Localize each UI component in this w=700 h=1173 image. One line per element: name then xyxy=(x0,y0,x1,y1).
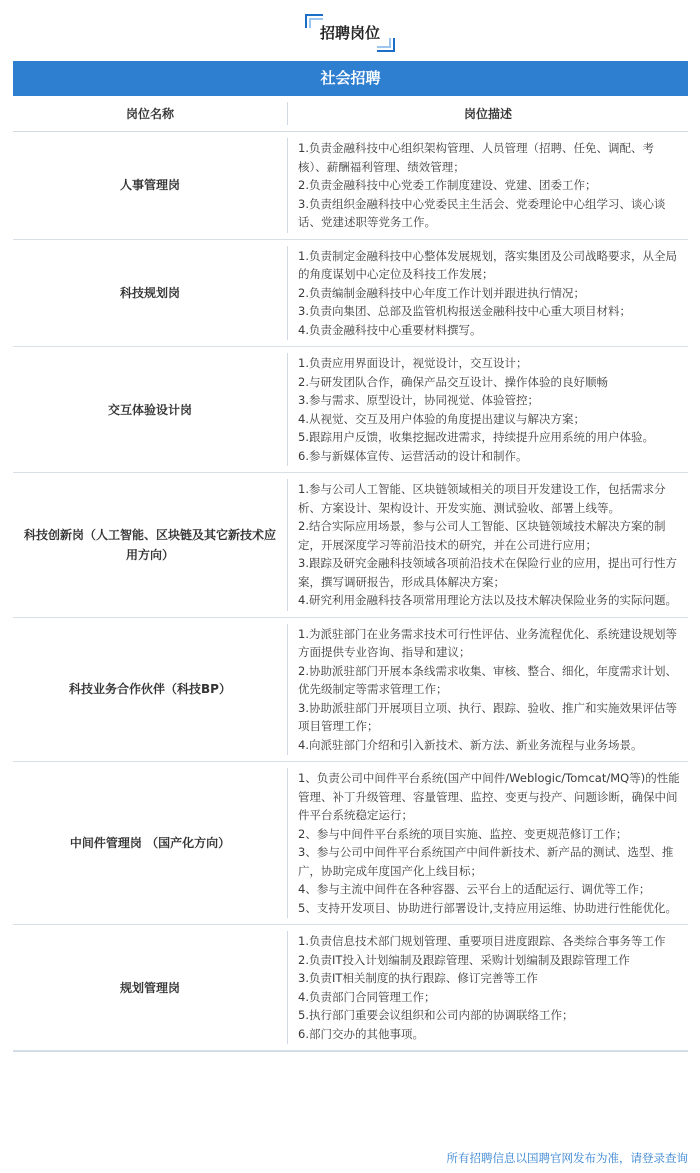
description-line: 4.负责金融科技中心重要材料撰写。 xyxy=(298,322,482,337)
description-line: 1.负责制定金融科技中心整体发展规划，落实集团及公司战略要求，从全局的角度谋划中心定位及科技工作发展； xyxy=(298,248,677,281)
job-table xyxy=(13,96,688,1052)
description-line: 2.负责金融科技中心党委工作制度建设、党建、团委工作； xyxy=(298,178,597,192)
description-line: 2.负责编制金融科技中心年度工作计划并跟进执行情况； xyxy=(298,285,585,300)
job-name: 科技业务合作伙伴（科技BP） xyxy=(69,682,231,697)
job-name: 科技规划岗 xyxy=(119,285,180,300)
description-line: 3.跟踪及研究金融科技领域各项前沿技术在保险行业的应用，提出可行性方案，撰写调研报告，形成具体解决方案； xyxy=(298,556,677,589)
description-line: 1、负责公司中间件平台系统(国产中间件/Weblogic/Tomcat/MQ等)的性能管理、补丁升级管理、容量管理、监控、变更与投产、问题诊断，确保中间件平台系统稳定运行； xyxy=(298,771,680,822)
section-banner: 社会招聘 xyxy=(13,61,688,96)
table-row xyxy=(13,762,688,925)
description-line: 1.为派驻部门在业务需求技术可行性评估、业务流程优化、系统建设规划等方面提供专业咨询、指导和建议； xyxy=(298,626,677,659)
header-job-desc: 岗位描述 xyxy=(463,107,512,121)
description-line: 1.参与公司人工智能、区块链领域相关的项目开发建设工作，包括需求分析、方案设计、架构设计、开发实施、测试验收、部署上线等。 xyxy=(298,482,666,515)
description-line: 3.负责IT相关制度的执行跟踪、修订完善等工作 xyxy=(298,971,538,985)
description-line: 4、参与主流中间件在各种容器、云平台上的适配运行、调优等工作； xyxy=(298,882,651,896)
description-line: 2、参与中间件平台系统的项目实施、监控、变更规范修订工作； xyxy=(298,826,628,841)
table-header xyxy=(13,96,688,132)
description-line: 5、支持开发项目、协助进行部署设计,支持应用运维、协助进行性能优化。 xyxy=(298,900,677,915)
description-line: 4.向派驻部门介绍和引入新技术、新方法、新业务流程与业务场景。 xyxy=(298,737,643,752)
description-line: 1.负责金融科技中心组织架构管理、人员管理（招聘、任免、调配、考核）、薪酬福利管理、绩效管理； xyxy=(298,141,654,174)
table-row xyxy=(13,618,688,763)
description-line: 5.跟踪用户反馈，收集挖掘改进需求，持续提升应用系统的用户体验。 xyxy=(298,430,654,444)
description-line: 2.与研发团队合作，确保产品交互设计、操作体验的良好顺畅 xyxy=(298,374,608,389)
table-body xyxy=(13,132,688,1051)
description-line: 4.从视觉、交互及用户体验的角度提出建议与解决方案； xyxy=(298,411,585,426)
page-title-area xyxy=(0,14,700,54)
job-description xyxy=(288,618,688,762)
job-name: 交互体验设计岗 xyxy=(107,402,192,417)
job-description xyxy=(288,762,688,924)
job-description xyxy=(288,240,688,347)
job-description xyxy=(288,473,688,617)
title-frame xyxy=(305,14,395,52)
job-description xyxy=(288,347,688,472)
description-line: 5.执行部门重要会议组织和公司内部的协调联络工作； xyxy=(298,1008,574,1022)
job-description xyxy=(288,132,688,239)
description-line: 3.负责向集团、总部及监管机构报送金融科技中心重大项目材料； xyxy=(298,304,631,318)
description-line: 3、参与公司中间件平台系统国产中间件新技术、新产品的测试、选型、推广，协助完成年度国产化上线目标； xyxy=(298,845,674,878)
header-job-name: 岗位名称 xyxy=(125,107,174,121)
page-title: 招聘岗位 xyxy=(319,24,380,42)
table-row xyxy=(13,473,688,618)
description-line: 3.协助派驻部门开展项目立项、执行、跟踪、验收、推广和实施效果评估等项目管理工作； xyxy=(298,700,677,733)
description-line: 2.结合实际应用场景，参与公司人工智能、区块链领域技术解决方案的制定，开展深度学习等前沿技术的研究，并在公司进行应用； xyxy=(298,519,666,552)
job-name: 科技创新岗（人工智能、区块链及其它新技术应用方向） xyxy=(23,527,276,562)
description-line: 4.负责部门合同管理工作； xyxy=(298,989,436,1004)
description-line: 1.负责应用界面设计，视觉设计，交互设计； xyxy=(298,356,528,370)
job-description xyxy=(288,925,688,1050)
job-name: 中间件管理岗 （国产化方向） xyxy=(69,836,231,850)
description-line: 4.研究利用金融科技各项常用理论方法以及技术解决保险业务的实际问题。 xyxy=(298,593,677,607)
description-line: 3.负责组织金融科技中心党委民主生活会、党委理论中心组学习、谈心谈话、党建述职等党务工作。 xyxy=(298,196,666,229)
table-row xyxy=(13,347,688,473)
description-line: 2.协助派驻部门开展本条线需求收集、审核、整合、细化，年度需求计划、优先级制定等需求管理工作； xyxy=(298,663,677,696)
job-name: 人事管理岗 xyxy=(119,178,180,193)
description-line: 6.部门交办的其他事项。 xyxy=(298,1026,424,1041)
description-line: 1.负责信息技术部门规划管理、重要项目进度跟踪、各类综合事务等工作 xyxy=(298,934,666,948)
job-name: 规划管理岗 xyxy=(119,980,180,995)
description-line: 2.负责IT投入计划编制及跟踪管理、采购计划编制及跟踪管理工作 xyxy=(298,952,630,967)
footer-note: 所有招聘信息以国聘官网发布为准，请登录查询 xyxy=(446,1151,688,1165)
table-row xyxy=(13,240,688,348)
table-row xyxy=(13,925,688,1051)
description-line: 6.参与新媒体宣传、运营活动的设计和制作。 xyxy=(298,448,528,463)
table-row xyxy=(13,132,688,240)
description-line: 3.参与需求、原型设计，协同视觉、体验管控； xyxy=(298,393,539,407)
